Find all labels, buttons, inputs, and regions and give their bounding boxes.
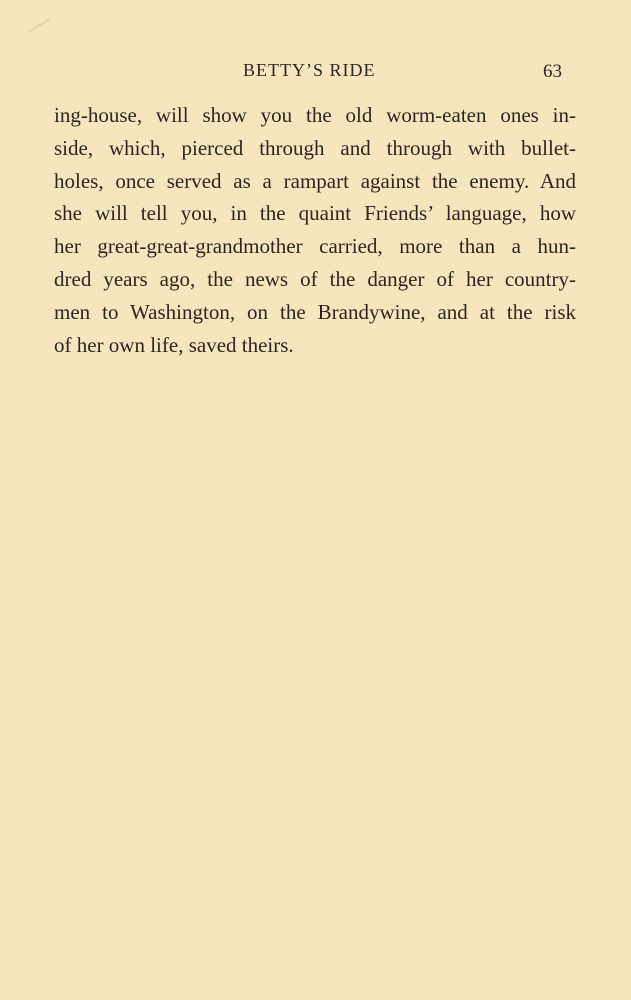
page-number: 63	[543, 61, 562, 82]
running-title: BETTY’S RIDE	[243, 60, 376, 80]
text-line: dred years ago, the news of the danger of her country-	[54, 266, 576, 291]
text-line: side, which, pierced through and through with bullet-	[54, 135, 576, 160]
page-corner-mark	[28, 18, 51, 33]
text-line: men to Washington, on the Brandywine, and at the risk	[54, 299, 576, 324]
text-line: holes, once served as a rampart against the enemy. And	[54, 168, 576, 193]
text-line: of her own life, saved theirs.	[54, 332, 294, 357]
body-paragraph	[54, 99, 576, 361]
text-line: ing-house, will show you the old worm-eaten ones in-	[54, 103, 576, 127]
text-line: she will tell you, in the quaint Friends’ language, how	[54, 201, 576, 226]
text-line: her great-great-grandmother carried, more than a hun-	[54, 234, 576, 259]
running-head	[0, 58, 631, 88]
